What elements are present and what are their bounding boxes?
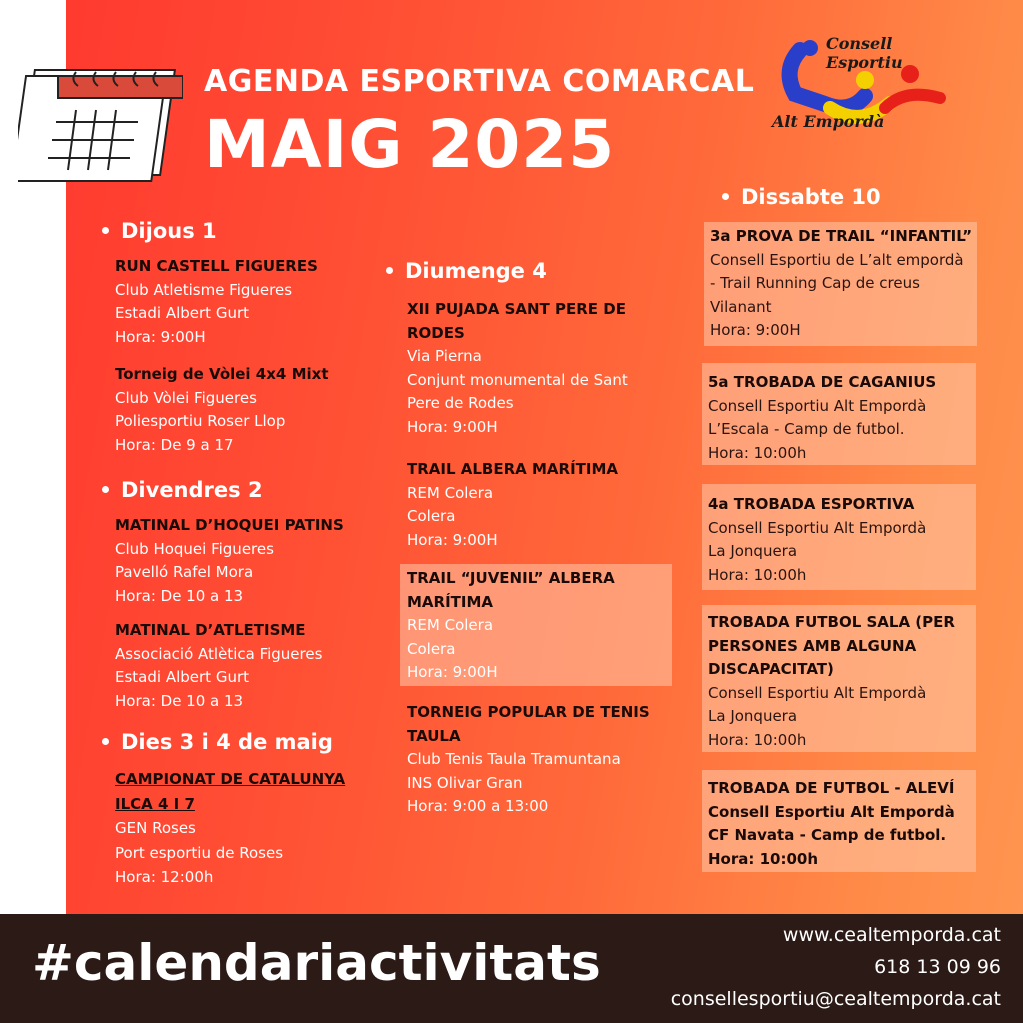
event-organizer: Club Tenis Taula Tramuntana <box>407 750 621 768</box>
event-time: Hora: 10:00h <box>708 565 807 584</box>
event-venue: Colera <box>407 639 456 658</box>
event-organizer: Consell Esportiu Alt Empordà <box>708 802 955 821</box>
bullet-icon <box>102 738 109 745</box>
event-title: TORNEIG POPULAR DE TENIS <box>407 703 650 721</box>
event-organizer: Consell Esportiu Alt Empordà <box>708 518 927 537</box>
event-title: Torneig de Vòlei 4x4 Mixt <box>115 365 329 383</box>
event-venue: INS Olivar Gran <box>407 773 523 792</box>
event-card <box>115 363 329 457</box>
event-time: Hora: 9:00H <box>407 530 498 549</box>
event-organizer: Consell Esportiu Alt Empordà <box>708 396 927 415</box>
event-organizer: Associació Atlètica Figueres <box>115 644 323 663</box>
day-label: Dijous 1 <box>121 219 217 243</box>
event-card <box>115 514 344 608</box>
event-organizer: Consell Esportiu de L’alt empordà <box>710 250 964 269</box>
event-card <box>115 619 322 713</box>
event-time: Hora: 9:00H <box>115 327 206 346</box>
logo-text-bottom: Alt Empordà <box>772 112 885 131</box>
event-organizer: Consell Esportiu Alt Empordà <box>708 683 927 702</box>
event-card <box>407 458 618 552</box>
event-venue: Poliesportiu Roser Llop <box>115 412 286 430</box>
header-subtitle: AGENDA ESPORTIVA COMARCAL <box>204 64 755 99</box>
event-title: TAULA <box>407 726 461 745</box>
event-time: Hora: 9:00H <box>710 321 801 339</box>
event-venue: CF Navata - Camp de futbol. <box>708 826 947 844</box>
event-title: TRAIL “JUVENIL” ALBERA <box>407 569 615 587</box>
event-card <box>708 371 936 465</box>
event-title: RODES <box>407 323 465 342</box>
event-organizer: Via Pierna <box>407 347 482 365</box>
event-title: MARÍTIMA <box>407 592 494 611</box>
bullet-icon <box>102 227 109 234</box>
event-title: ILCA 4 I 7 <box>115 794 195 813</box>
event-title: TROBADA DE FUTBOL - ALEVÍ <box>708 779 955 797</box>
event-card <box>407 567 615 685</box>
event-title: 3a PROVA DE TRAIL “INFANTIL” <box>710 227 973 245</box>
day-label: Diumenge 4 <box>405 259 547 283</box>
event-venue: Estadi Albert Gurt <box>115 668 249 686</box>
day-heading <box>102 219 217 243</box>
event-time: Hora: De 10 a 13 <box>115 691 244 710</box>
day-label: Divendres 2 <box>121 478 263 502</box>
event-card <box>708 777 955 871</box>
event-title: RUN CASTELL FIGUERES <box>115 257 318 275</box>
event-card <box>708 611 955 752</box>
website-link[interactable]: www.cealtemporda.cat <box>782 924 1001 946</box>
event-venue: Vilanant <box>710 297 772 316</box>
event-organizer: Club Vòlei Figueres <box>115 388 257 407</box>
event-title: 4a TROBADA ESPORTIVA <box>708 495 915 513</box>
event-title: PERSONES AMB ALGUNA <box>708 636 917 655</box>
event-venue: La Jonquera <box>708 542 798 560</box>
day-label: Dissabte 10 <box>741 185 881 209</box>
event-card <box>407 298 628 439</box>
day-heading <box>102 478 263 502</box>
event-title: XII PUJADA SANT PERE DE <box>407 300 626 318</box>
email-link[interactable]: consellesportiu@cealtemporda.cat <box>670 988 1001 1010</box>
event-title: TROBADA FUTBOL SALA (PER <box>708 613 955 631</box>
event-venue: Conjunt monumental de Sant <box>407 370 628 389</box>
bullet-icon <box>386 267 393 274</box>
consell-esportiu-logo <box>770 28 970 138</box>
event-title: MATINAL D’ATLETISME <box>115 621 306 639</box>
event-time: Hora: 12:00h <box>115 868 214 886</box>
phone-number[interactable]: 618 13 09 96 <box>874 956 1001 978</box>
event-title: MATINAL D’HOQUEI PATINS <box>115 516 344 534</box>
event-organizer: REM Colera <box>407 616 494 634</box>
event-title: 5a TROBADA DE CAGANIUS <box>708 373 937 391</box>
day-heading <box>386 259 547 283</box>
event-venue: Estadi Albert Gurt <box>115 304 249 322</box>
event-venue: L’Escala - Camp de futbol. <box>708 420 905 438</box>
event-time: Hora: 10:00h <box>708 849 819 868</box>
event-time: Hora: 10:00h <box>708 443 807 462</box>
event-time: Hora: 10:00h <box>708 730 807 749</box>
event-organizer: Club Atletisme Figueres <box>115 280 293 299</box>
event-card <box>115 767 345 890</box>
event-time: Hora: 9:00H <box>407 663 498 681</box>
event-venue: Pavelló Rafel Mora <box>115 563 254 581</box>
event-card <box>115 255 318 349</box>
event-organizer: REM Colera <box>407 483 494 502</box>
page-title: MAIG 2025 <box>204 106 616 183</box>
hashtag: #calendariactivitats <box>32 934 601 992</box>
bullet-icon <box>722 193 729 200</box>
event-venue: Pere de Rodes <box>407 394 514 412</box>
event-organizer: - Trail Running Cap de creus <box>710 274 920 292</box>
event-title: TRAIL ALBERA MARÍTIMA <box>407 460 618 478</box>
day-heading <box>722 185 881 209</box>
event-card <box>710 225 972 343</box>
event-title: CAMPIONAT DE CATALUNYA <box>115 770 346 788</box>
event-time: Hora: 9:00H <box>407 417 498 436</box>
event-time: Hora: De 10 a 13 <box>115 586 244 605</box>
event-title: DISCAPACITAT) <box>708 660 834 678</box>
event-card <box>407 701 650 819</box>
event-venue: Colera <box>407 507 456 525</box>
event-organizer: Club Hoquei Figueres <box>115 539 274 558</box>
day-heading <box>102 730 333 754</box>
bullet-icon <box>102 486 109 493</box>
event-card <box>708 493 926 587</box>
event-organizer: GEN Roses <box>115 819 196 837</box>
calendar-icon <box>18 62 183 187</box>
event-time: Hora: De 9 a 17 <box>115 435 234 454</box>
logo-text-top: Consell Esportiu <box>826 34 903 72</box>
event-venue: Port esportiu de Roses <box>115 843 284 862</box>
event-venue: La Jonquera <box>708 707 798 725</box>
event-time: Hora: 9:00 a 13:00 <box>407 797 549 815</box>
day-label: Dies 3 i 4 de maig <box>121 730 333 754</box>
